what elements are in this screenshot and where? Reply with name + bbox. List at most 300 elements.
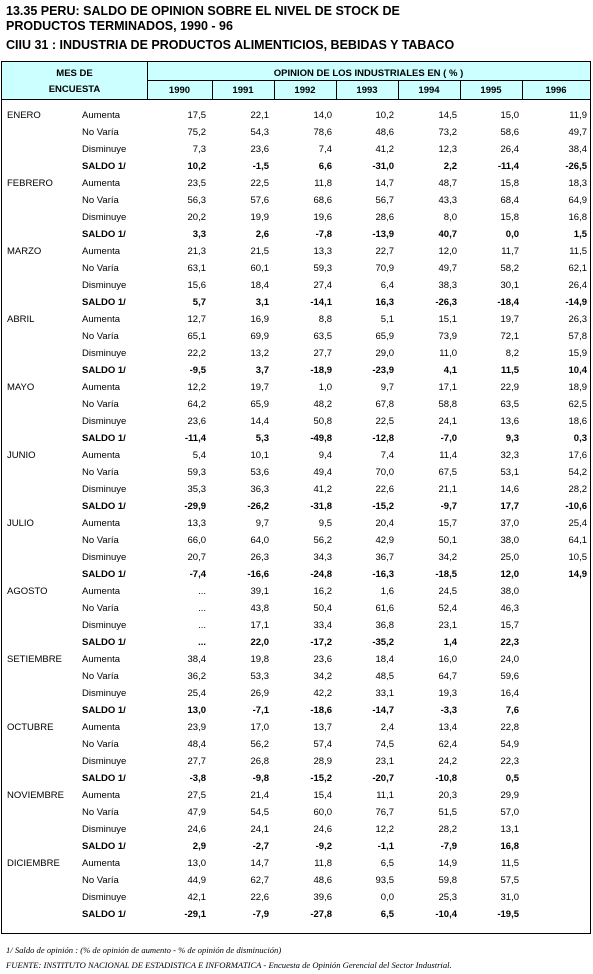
value-cell: -24,8	[310, 569, 332, 580]
value-cell: 0,3	[573, 433, 587, 444]
value-cell: 13,7	[313, 722, 332, 733]
value-cell: 18,4	[375, 654, 394, 665]
value-cell: 15,0	[500, 110, 519, 121]
value-cell: 15,9	[568, 348, 587, 359]
value-cell: 36,8	[375, 620, 394, 631]
value-cell: 40,7	[438, 229, 457, 240]
value-cell: -18,5	[435, 569, 457, 580]
value-cell: 15,6	[187, 280, 206, 291]
variable-label: Aumenta	[82, 654, 121, 665]
value-cell: 24,6	[313, 824, 332, 835]
value-cell: 64,1	[568, 535, 587, 546]
value-cell: 74,5	[375, 739, 394, 750]
value-cell: 73,9	[438, 331, 457, 342]
value-cell: -23,9	[372, 365, 394, 376]
value-cell: 10,1	[250, 450, 269, 461]
value-cell: 14,7	[250, 858, 269, 869]
value-cell: -26,5	[565, 161, 587, 172]
variable-label: Disminuye	[82, 212, 127, 223]
value-cell: 30,1	[500, 280, 519, 291]
value-cell: -1,1	[377, 841, 394, 852]
value-cell: 24,5	[438, 586, 457, 597]
month-label: SETIEMBRE	[7, 654, 62, 665]
table-row	[2, 822, 590, 839]
value-cell: 62,5	[568, 399, 587, 410]
value-cell: 58,2	[500, 263, 519, 274]
saldo-label: SALDO 1/	[82, 297, 126, 308]
saldo-label: SALDO 1/	[82, 365, 126, 376]
value-cell: 26,8	[250, 756, 269, 767]
value-cell: 11,7	[501, 246, 519, 257]
value-cell: 48,7	[438, 178, 457, 189]
table-row	[2, 125, 590, 142]
value-cell: 58,6	[500, 127, 519, 138]
saldo-label: SALDO 1/	[82, 161, 126, 172]
variable-label: Aumenta	[82, 722, 121, 733]
value-cell: 53,1	[500, 467, 519, 478]
header-year-1993: 1993	[356, 85, 378, 96]
value-cell: 16,3	[375, 297, 394, 308]
value-cell: 57,0	[500, 807, 519, 818]
value-cell: 10,5	[568, 552, 587, 563]
variable-label: Disminuye	[82, 484, 127, 495]
table-row	[2, 176, 590, 193]
value-cell: 26,3	[568, 314, 587, 325]
header-opinion: OPINION DE LOS INDUSTRIALES EN ( % )	[273, 68, 464, 79]
saldo-label: SALDO 1/	[82, 433, 126, 444]
value-cell: 22,5	[375, 416, 394, 427]
value-cell: 56,2	[250, 739, 269, 750]
value-cell: 3,3	[192, 229, 206, 240]
month-label: ENERO	[7, 110, 41, 121]
value-cell: 12,0	[438, 246, 457, 257]
value-cell: -7,0	[440, 433, 457, 444]
value-cell: 1,4	[443, 637, 457, 648]
table-row	[2, 839, 590, 856]
value-cell: 14,9	[568, 569, 587, 580]
month-label: MAYO	[7, 382, 35, 393]
source-note: FUENTE: INSTITUTO NACIONAL DE ESTADISTICA E INFORMATICA - Encuesta de Opinión Gerencial del Sector Industrial.	[6, 960, 452, 970]
value-cell: ...	[198, 637, 206, 648]
value-cell: -7,4	[189, 569, 206, 580]
variable-label: Aumenta	[82, 178, 121, 189]
value-cell: 27,7	[313, 348, 332, 359]
value-cell: 12,2	[187, 382, 206, 393]
header-mes: MES DE	[56, 68, 93, 79]
table-row	[2, 856, 590, 873]
value-cell: 56,7	[375, 195, 394, 206]
variable-label: Aumenta	[82, 790, 121, 801]
value-cell: 78,6	[313, 127, 332, 138]
value-cell: 13,0	[187, 705, 206, 716]
value-cell: -11,4	[497, 161, 519, 172]
variable-label: Aumenta	[82, 110, 121, 121]
value-cell: 76,7	[375, 807, 394, 818]
value-cell: 43,8	[250, 603, 269, 614]
value-cell: 16,9	[250, 314, 269, 325]
data-table	[1, 61, 591, 934]
value-cell: -16,3	[372, 569, 394, 580]
value-cell: 5,3	[255, 433, 269, 444]
table-row	[2, 550, 590, 567]
table-row	[2, 261, 590, 278]
value-cell: 9,5	[318, 518, 332, 529]
value-cell: 48,4	[187, 739, 206, 750]
table-row	[2, 788, 590, 805]
value-cell: 31,0	[500, 892, 519, 903]
value-cell: 17,1	[250, 620, 269, 631]
variable-label: Aumenta	[82, 518, 121, 529]
value-cell: 9,3	[505, 433, 519, 444]
value-cell: 20,4	[375, 518, 394, 529]
value-cell: 13,0	[187, 858, 206, 869]
saldo-label: SALDO 1/	[82, 637, 126, 648]
header-encuesta: ENCUESTA	[48, 84, 101, 95]
value-cell: 15,8	[500, 212, 519, 223]
value-cell: -29,1	[184, 909, 206, 920]
table-row	[2, 312, 590, 329]
value-cell: 36,3	[250, 484, 269, 495]
value-cell: 11,1	[376, 790, 394, 801]
month-label: AGOSTO	[7, 586, 48, 597]
value-cell: 0,0	[505, 229, 519, 240]
value-cell: -9,2	[315, 841, 332, 852]
value-cell: 11,5	[569, 246, 587, 257]
table-row	[2, 635, 590, 652]
value-cell: 59,3	[313, 263, 332, 274]
value-cell: 23,6	[187, 416, 206, 427]
value-cell: 23,6	[250, 144, 269, 155]
variable-label: Aumenta	[82, 586, 121, 597]
variable-label: Disminuye	[82, 416, 127, 427]
value-cell: 22,7	[375, 246, 394, 257]
value-cell: 65,9	[375, 331, 394, 342]
value-cell: 23,5	[187, 178, 206, 189]
value-cell: 42,2	[313, 688, 332, 699]
value-cell: 65,9	[250, 399, 269, 410]
value-cell: 70,9	[375, 263, 394, 274]
value-cell: -9,7	[440, 501, 457, 512]
value-cell: 6,5	[380, 858, 394, 869]
value-cell: 6,4	[380, 280, 394, 291]
value-cell: 14,9	[438, 858, 457, 869]
header-year-1996: 1996	[545, 85, 567, 96]
value-cell: 38,3	[438, 280, 457, 291]
value-cell: -3,8	[189, 773, 206, 784]
table-title-line1: 13.35 PERU: SALDO DE OPINION SOBRE EL NIVEL DE STOCK DE	[6, 4, 400, 18]
value-cell: 24,0	[500, 654, 519, 665]
value-cell: 22,8	[500, 722, 519, 733]
value-cell: 39,1	[250, 586, 269, 597]
value-cell: 5,4	[192, 450, 206, 461]
variable-label: Disminuye	[82, 756, 127, 767]
month-label: MARZO	[7, 246, 42, 257]
value-cell: 19,8	[250, 654, 269, 665]
value-cell: 50,8	[313, 416, 332, 427]
value-cell: 70,0	[375, 467, 394, 478]
value-cell: 9,4	[318, 450, 332, 461]
value-cell: 49,7	[568, 127, 587, 138]
table-row	[2, 210, 590, 227]
value-cell: 54,3	[250, 127, 269, 138]
value-cell: -15,2	[372, 501, 394, 512]
variable-label: Disminuye	[82, 824, 127, 835]
value-cell: 24,2	[438, 756, 457, 767]
month-label: JULIO	[7, 518, 34, 529]
value-cell: 34,2	[313, 671, 332, 682]
table-row	[2, 584, 590, 601]
value-cell: 52,4	[438, 603, 457, 614]
table-row	[2, 669, 590, 686]
variable-label: No Varía	[82, 739, 119, 750]
value-cell: 0,0	[380, 892, 394, 903]
value-cell: 24,1	[438, 416, 457, 427]
value-cell: 65,1	[187, 331, 206, 342]
table-row	[2, 465, 590, 482]
variable-label: Aumenta	[82, 858, 121, 869]
table-row	[2, 771, 590, 788]
value-cell: 22,9	[500, 382, 519, 393]
value-cell: 14,0	[313, 110, 332, 121]
value-cell: 36,7	[375, 552, 394, 563]
value-cell: 29,9	[500, 790, 519, 801]
value-cell: -31,8	[310, 501, 332, 512]
table-row	[2, 142, 590, 159]
value-cell: -7,9	[440, 841, 457, 852]
value-cell: -14,7	[372, 705, 394, 716]
table-row	[2, 873, 590, 890]
value-cell: 20,2	[187, 212, 206, 223]
variable-label: Aumenta	[82, 246, 121, 257]
value-cell: 49,4	[313, 467, 332, 478]
value-cell: 22,1	[250, 110, 269, 121]
value-cell: 25,0	[500, 552, 519, 563]
value-cell: 10,2	[375, 110, 394, 121]
value-cell: 53,3	[250, 671, 269, 682]
value-cell: 18,6	[568, 416, 587, 427]
value-cell: 39,6	[313, 892, 332, 903]
value-cell: 16,8	[568, 212, 587, 223]
value-cell: 64,0	[250, 535, 269, 546]
value-cell: 22,6	[250, 892, 269, 903]
month-label: DICIEMBRE	[7, 858, 60, 869]
value-cell: 7,3	[192, 144, 206, 155]
value-cell: 66,0	[187, 535, 206, 546]
value-cell: 6,6	[318, 161, 332, 172]
value-cell: 2,4	[380, 722, 394, 733]
table-row	[2, 193, 590, 210]
value-cell: 38,4	[187, 654, 206, 665]
value-cell: -10,8	[435, 773, 457, 784]
value-cell: 27,4	[313, 280, 332, 291]
value-cell: 47,9	[187, 807, 206, 818]
value-cell: 11,8	[314, 178, 332, 189]
value-cell: -14,1	[310, 297, 332, 308]
value-cell: 14,5	[438, 110, 457, 121]
value-cell: 7,4	[380, 450, 394, 461]
value-cell: 21,3	[187, 246, 206, 257]
value-cell: 50,4	[313, 603, 332, 614]
value-cell: 57,8	[568, 331, 587, 342]
variable-label: No Varía	[82, 331, 119, 342]
table-row	[2, 295, 590, 312]
variable-label: No Varía	[82, 603, 119, 614]
value-cell: 15,7	[500, 620, 519, 631]
value-cell: 21,1	[438, 484, 457, 495]
value-cell: -26,2	[247, 501, 269, 512]
value-cell: 8,2	[505, 348, 519, 359]
value-cell: 56,3	[187, 195, 206, 206]
value-cell: 59,6	[500, 671, 519, 682]
value-cell: 36,2	[187, 671, 206, 682]
month-label: ABRIL	[7, 314, 35, 325]
header-year-1995: 1995	[480, 85, 502, 96]
value-cell: 73,2	[438, 127, 457, 138]
value-cell: 19,3	[438, 688, 457, 699]
table-row	[2, 703, 590, 720]
value-cell: 3,7	[255, 365, 269, 376]
variable-label: No Varía	[82, 671, 119, 682]
value-cell: 51,5	[438, 807, 457, 818]
value-cell: -19,5	[497, 909, 519, 920]
value-cell: ...	[198, 603, 206, 614]
value-cell: 93,5	[375, 875, 394, 886]
value-cell: 64,2	[187, 399, 206, 410]
saldo-label: SALDO 1/	[82, 229, 126, 240]
value-cell: -13,9	[372, 229, 394, 240]
value-cell: 24,6	[187, 824, 206, 835]
value-cell: -20,7	[372, 773, 394, 784]
value-cell: 20,3	[438, 790, 457, 801]
value-cell: 19,7	[500, 314, 519, 325]
value-cell: 67,8	[375, 399, 394, 410]
value-cell: 13,4	[438, 722, 457, 733]
table-row	[2, 346, 590, 363]
value-cell: 6,5	[380, 909, 394, 920]
header-year-1991: 1991	[232, 85, 254, 96]
value-cell: 34,3	[313, 552, 332, 563]
value-cell: 5,7	[192, 297, 206, 308]
table-row	[2, 108, 590, 125]
value-cell: 68,6	[313, 195, 332, 206]
value-cell: 33,4	[313, 620, 332, 631]
value-cell: 22,0	[250, 637, 269, 648]
table-row	[2, 431, 590, 448]
value-cell: 12,3	[438, 144, 457, 155]
table-row	[2, 618, 590, 635]
value-cell: -12,8	[372, 433, 394, 444]
value-cell: 68,4	[500, 195, 519, 206]
value-cell: 67,5	[438, 467, 457, 478]
variable-label: Disminuye	[82, 144, 127, 155]
value-cell: 63,5	[500, 399, 519, 410]
value-cell: 54,5	[250, 807, 269, 818]
value-cell: 60,1	[250, 263, 269, 274]
value-cell: -9,8	[252, 773, 269, 784]
value-cell: 12,2	[375, 824, 394, 835]
table-row	[2, 380, 590, 397]
value-cell: 28,2	[438, 824, 457, 835]
value-cell: 13,2	[250, 348, 269, 359]
table-row	[2, 805, 590, 822]
variable-label: Aumenta	[82, 314, 121, 325]
value-cell: 0,5	[505, 773, 519, 784]
value-cell: 43,3	[438, 195, 457, 206]
value-cell: -17,2	[310, 637, 332, 648]
value-cell: -10,4	[435, 909, 457, 920]
table-row	[2, 448, 590, 465]
table-row	[2, 686, 590, 703]
month-label: OCTUBRE	[7, 722, 54, 733]
value-cell: 16,4	[500, 688, 519, 699]
value-cell: 48,6	[375, 127, 394, 138]
value-cell: 4,1	[443, 365, 457, 376]
value-cell: 60,0	[313, 807, 332, 818]
value-cell: 48,6	[313, 875, 332, 886]
value-cell: 2,9	[192, 841, 206, 852]
value-cell: 11,4	[439, 450, 457, 461]
value-cell: 62,1	[568, 263, 587, 274]
value-cell: 7,6	[505, 705, 519, 716]
value-cell: -35,2	[372, 637, 394, 648]
value-cell: 41,2	[375, 144, 394, 155]
table-row	[2, 601, 590, 618]
value-cell: 42,1	[187, 892, 206, 903]
value-cell: 61,6	[375, 603, 394, 614]
value-cell: 34,2	[438, 552, 457, 563]
saldo-label: SALDO 1/	[82, 705, 126, 716]
variable-label: Disminuye	[82, 620, 127, 631]
value-cell: 21,5	[250, 246, 269, 257]
value-cell: 14,4	[250, 416, 269, 427]
variable-label: No Varía	[82, 467, 119, 478]
value-cell: 25,4	[187, 688, 206, 699]
saldo-label: SALDO 1/	[82, 569, 126, 580]
value-cell: 72,1	[500, 331, 519, 342]
value-cell: -16,6	[247, 569, 269, 580]
value-cell: 23,9	[187, 722, 206, 733]
value-cell: -29,9	[184, 501, 206, 512]
value-cell: 54,9	[500, 739, 519, 750]
table-row	[2, 737, 590, 754]
value-cell: -1,5	[252, 161, 269, 172]
value-cell: 11,5	[501, 858, 519, 869]
value-cell: 7,4	[318, 144, 332, 155]
value-cell: 35,3	[187, 484, 206, 495]
table-row	[2, 244, 590, 261]
value-cell: 1,6	[380, 586, 394, 597]
value-cell: 26,9	[250, 688, 269, 699]
value-cell: 19,9	[250, 212, 269, 223]
value-cell: 57,4	[313, 739, 332, 750]
value-cell: 37,0	[500, 518, 519, 529]
table-title-line2: PRODUCTOS TERMINADOS, 1990 - 96	[6, 19, 233, 33]
value-cell: 64,7	[438, 671, 457, 682]
value-cell: 1,5	[573, 229, 587, 240]
value-cell: 22,6	[375, 484, 394, 495]
value-cell: 8,8	[318, 314, 332, 325]
table-row	[2, 499, 590, 516]
table-row	[2, 159, 590, 176]
value-cell: -7,9	[252, 909, 269, 920]
month-label: JUNIO	[7, 450, 36, 461]
value-cell: 27,5	[187, 790, 206, 801]
value-cell: 20,7	[187, 552, 206, 563]
table-row	[2, 754, 590, 771]
value-cell: -3,3	[440, 705, 457, 716]
value-cell: -31,0	[372, 161, 394, 172]
header-year-1990: 1990	[168, 85, 191, 96]
